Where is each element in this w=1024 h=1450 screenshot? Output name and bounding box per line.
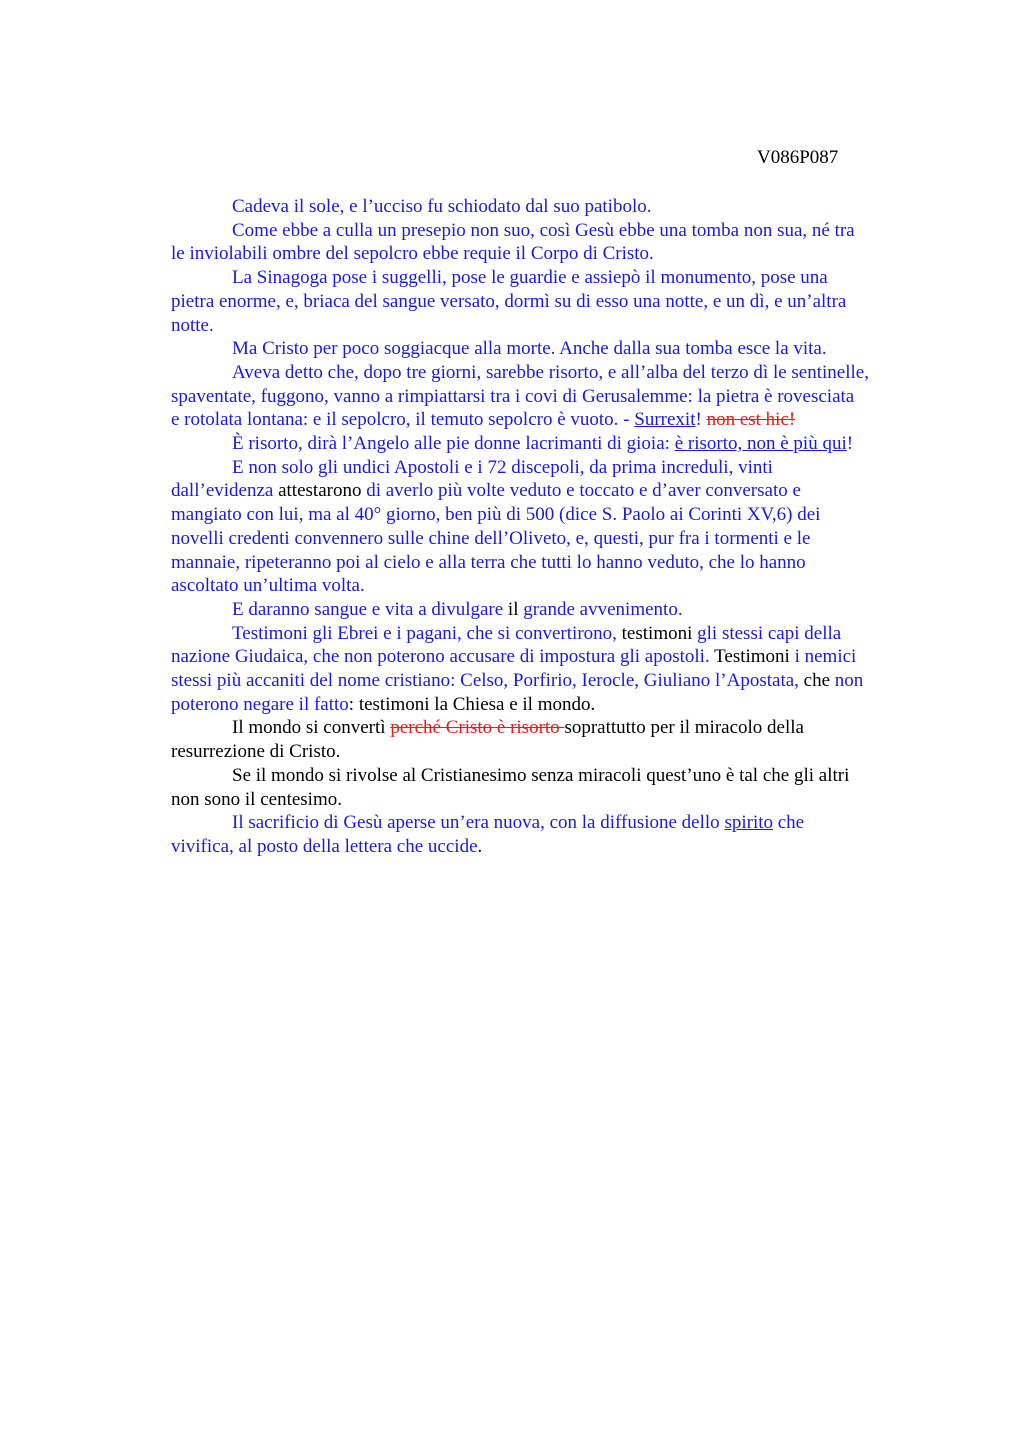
paragraph [171,432,931,456]
text-run: pietra enorme, e, briaca del sangue versato, dormì su di esso una notte, e un dì, e un’altra [171,290,847,312]
text-run: dall’evidenza [171,480,279,502]
text-run: le inviolabili ombre del sepolcro ebbe requie il Corpo di Cristo. [171,243,654,265]
text-run: grande avvenimento. [518,598,683,620]
text-run: ! [695,409,707,431]
paragraph [171,266,931,337]
text-run: E daranno sangue e vita a divulgare [232,598,508,620]
paragraph [171,716,931,763]
text-run: i nemici [789,646,857,668]
text-run: poterono negare il fatto [171,693,349,715]
text-run: notte. [171,314,214,336]
text-run: soprattutto per il miracolo della [564,717,804,739]
page-code: V086P087 [757,147,839,168]
deleted-text: non est hic! [706,409,796,431]
text-run: spaventate, fuggono, vanno a rimpiattarsi tra i covi di Gerusalemme: la pietra è rovesciata [171,385,855,407]
deleted-text: perché Cristo è risorto [390,717,565,739]
text-run: mangiato con lui, ma al 40° giorno, ben più di 500 (dice S. Paolo ai Corinti XV,6) dei [171,504,821,526]
text-run: : testimoni la Chiesa e il mondo. [348,693,596,715]
paragraph [171,337,931,361]
text-run: La Sinagoga pose i suggelli, pose le guardie e assiepò il monumento, pose una [232,267,828,289]
text-run: Il mondo si convertì [232,717,391,739]
text-run: non [830,670,864,692]
paragraph [171,622,931,717]
document-body [171,195,931,859]
paragraph [171,598,931,622]
paragraph [171,195,931,219]
text-run: Testimoni gli Ebrei e i pagani, che si convertirono, [232,622,622,644]
paragraph [171,811,931,858]
text-run: non sono il centesimo. [171,788,342,810]
text-run: E non solo gli undici Apostoli e i 72 discepoli, da prima increduli, vinti [232,456,773,478]
underlined-text: spirito [724,812,773,834]
text-run: testimoni [621,622,693,644]
text-run: Aveva detto che, dopo tre giorni, sarebbe risorto, e all’alba del terzo dì le sentinelle, [232,361,869,383]
paragraph [171,456,931,598]
text-run: Ma Cristo per poco soggiacque alla morte. Anche dalla sua tomba esce la vita. [232,338,827,360]
text-run: vivifica, al posto della lettera che uccide [171,835,478,857]
text-run: Se il mondo si rivolse al Cristianesimo senza miracoli quest’uno è tal che gli altri [232,764,850,786]
text-run: che [803,670,831,692]
text-run: ! [846,433,854,455]
text-run: novelli credenti convennero sulle chine dell’Oliveto, e, questi, pur fra i tormenti e le [171,527,811,549]
text-run: e rotolata lontana: e il sepolcro, il temuto sepolcro è vuoto. - [171,409,635,431]
text-run: ascoltato un’ultima volta. [171,575,365,597]
underlined-text: Surrexit [634,409,696,431]
text-run: il [507,598,519,620]
text-run: attestarono [278,480,362,502]
text-run: gli stessi capi della [692,622,842,644]
text-run: di averlo più volte veduto e toccato e d’aver conversato e [361,480,801,502]
text-run: È risorto, dirà l’Angelo alle pie donne lacrimanti di gioia: [232,433,675,455]
text-run: che [773,812,805,834]
paragraph [171,764,931,811]
text-run: resurrezione di Cristo. [171,741,341,763]
text-run: . [477,835,483,857]
text-run: Il sacrificio di Gesù aperse un’era nuova, con la diffusione dello [232,812,725,834]
text-run: Come ebbe a culla un presepio non suo, così Gesù ebbe una tomba non sua, né tra [232,219,855,241]
paragraph [171,361,931,432]
text-run: Testimoni [714,646,790,668]
underlined-text: è risorto, non è più qui [674,433,847,455]
text-run: Cadeva il sole, e l’ucciso fu schiodato dal suo patibolo. [232,196,652,217]
paragraph [171,219,931,266]
text-run: nazione Giudaica, che non poterono accusare di impostura gli apostoli. [171,646,715,668]
text-run: stessi più accaniti del nome cristiano: Celso, Porfirio, Ierocle, Giuliano l’Apostata, [171,670,804,692]
text-run: mannaie, ripeteranno poi al cielo e alla terra che tutti lo hanno veduto, che lo hanno [171,551,806,573]
